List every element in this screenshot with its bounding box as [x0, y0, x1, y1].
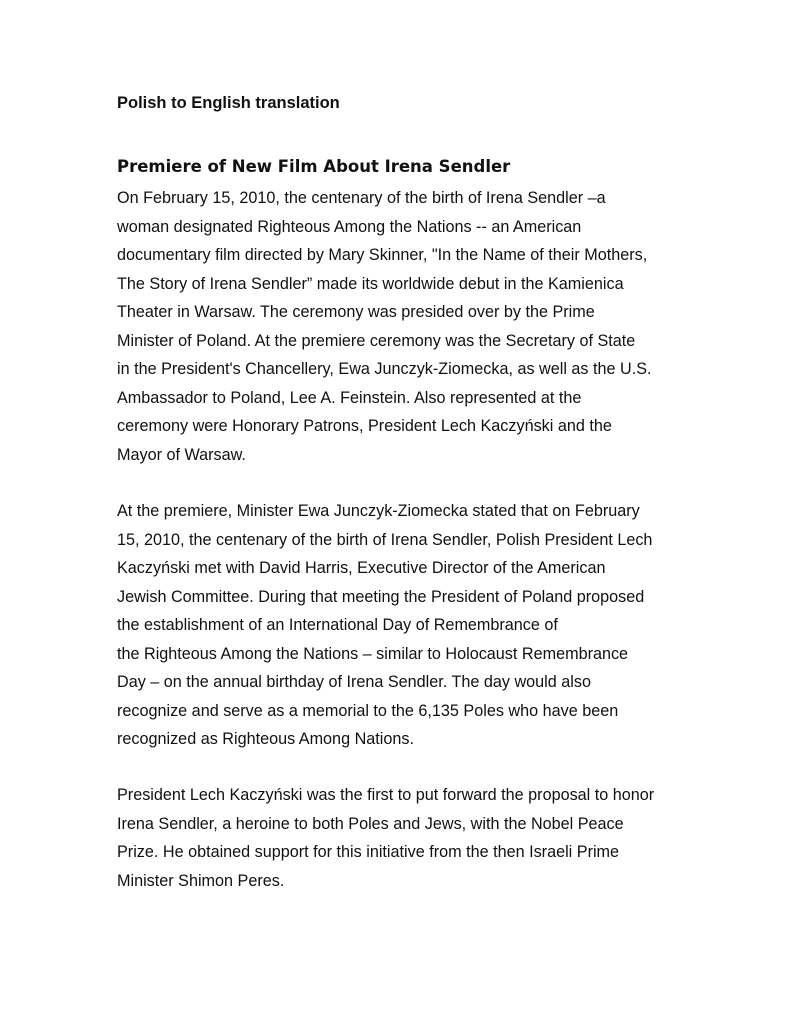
paragraph-line: The Story of Irena Sendler” made its worldwide debut in the Kamienica	[117, 274, 624, 293]
paragraph-line: Day – on the annual birthday of Irena Sendler. The day would also	[117, 673, 591, 691]
paragraph-line: Theater in Warsaw. The ceremony was presided over by the Prime	[117, 303, 595, 321]
paragraph-line: Minister Shimon Peres.	[117, 871, 285, 890]
paragraph-line: in the President's Chancellery, Ewa Junczyk-Ziomecka, as well as the U.S.	[117, 360, 652, 378]
paragraph-line: recognized as Righteous Among Nations.	[117, 730, 414, 748]
paragraph	[117, 184, 697, 469]
paragraph-line: Minister of Poland. At the premiere ceremony was the Secretary of State	[117, 331, 636, 350]
paragraph-line: Irena Sendler, a heroine to both Poles and Jews, with the Nobel Peace	[117, 814, 624, 833]
paragraph-line: 15, 2010, the centenary of the birth of Irena Sendler, Polish President Lech	[117, 530, 653, 549]
paragraph-line: the Righteous Among the Nations – similar to Holocaust Remembrance	[117, 644, 629, 663]
paragraph-line: On February 15, 2010, the centenary of the birth of Irena Sendler –a	[117, 189, 606, 207]
paragraph-line: documentary film directed by Mary Skinner, "In the Name of their Mothers,	[117, 246, 648, 264]
paragraph-line: ceremony were Honorary Patrons, President Lech Kaczyński and the	[117, 417, 612, 435]
paragraph-line: Prize. He obtained support for this initiative from the then Israeli Prime	[117, 843, 620, 861]
paragraph	[117, 497, 697, 754]
paragraph-line: Kaczyński met with David Harris, Executive Director of the American	[117, 559, 606, 577]
paragraph-line: the establishment of an International Day of Remembrance of	[117, 616, 558, 634]
paragraph-line: Jewish Committee. During that meeting the President of Poland proposed	[117, 587, 645, 606]
paragraph-line: President Lech Kaczyński was the first to put forward the proposal to honor	[117, 786, 655, 804]
article-title: Premiere of New Film About Irena Sendler	[117, 157, 511, 176]
paragraph-line: Ambassador to Poland, Lee A. Feinstein. Also represented at the	[117, 388, 582, 407]
paragraph	[117, 781, 697, 895]
paragraph-line: At the premiere, Minister Ewa Junczyk-Ziomecka stated that on February	[117, 502, 640, 520]
translation-label: Polish to English translation	[117, 94, 340, 112]
paragraph-line: Mayor of Warsaw.	[117, 445, 246, 464]
paragraph-line: recognize and serve as a memorial to the 6,135 Poles who have been	[117, 701, 619, 720]
paragraph-line: woman designated Righteous Among the Nations -- an American	[117, 217, 582, 236]
